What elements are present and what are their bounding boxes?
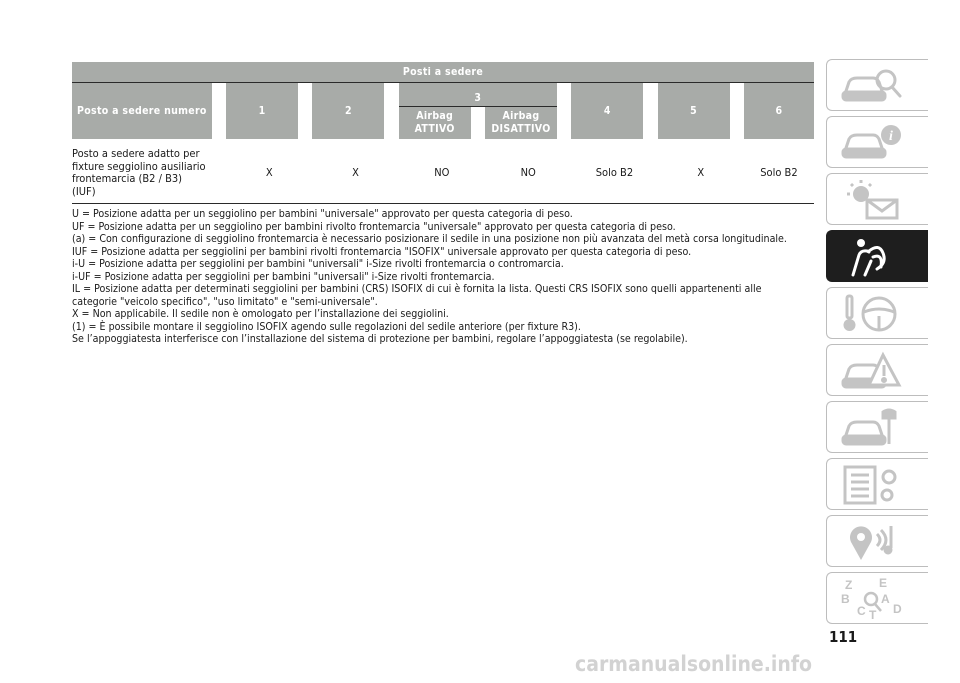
note-line: i-UF = Posizione adatta per seggiolini per bambini "universali" i-Size rivolti frontemarcia. — [72, 270, 495, 283]
airbag-inactive-label: Airbag DISATTIVO — [491, 109, 551, 135]
row-label-text: Posto a sedere adatto per fixture seggiolino ausiliario frontemarcia (B2 / B3) (IUF) — [72, 147, 206, 198]
column-gap — [643, 83, 657, 139]
column-gap — [557, 83, 571, 139]
car-emergency-warning-icon — [839, 349, 905, 393]
tab-safety[interactable] — [826, 230, 928, 282]
note-line: categorie "veicolo specifico", "uso limitato" e "semi-universale". — [72, 295, 378, 308]
cell-seat-3-airbag-inactive: NO — [485, 139, 571, 204]
tab-index[interactable] — [826, 572, 928, 624]
airbag-active-header — [399, 106, 471, 139]
multimedia-icon — [839, 520, 905, 564]
row-header: Posto a sedere numero — [72, 83, 212, 139]
seat-4-header: 4 — [571, 83, 643, 139]
seat-airbag-child-safety-icon — [839, 235, 905, 279]
cell-seat-1: X — [226, 139, 312, 204]
cell-seat-2: X — [312, 139, 398, 204]
index-letter: A — [881, 592, 890, 606]
note-line: (1) = È possibile montare il seggiolino ISOFIX agendo sulle regolazioni del sedile anteriore (per fixture R3). — [72, 320, 581, 333]
tab-starting-driving[interactable] — [826, 287, 928, 339]
tab-servicing-maintenance[interactable] — [826, 401, 928, 453]
index-letter: C — [857, 604, 866, 618]
note-line: i-U = Posizione adatta per seggiolini per bambini "universali" i-Size rivolti frontemarcia o contromarcia. — [72, 258, 564, 270]
note-line: X = Non applicabile. Il sedile non è omologato per l’installazione dei seggiolini. — [72, 308, 449, 320]
warning-lights-message-icon — [839, 178, 905, 222]
seat-5-header: 5 — [658, 83, 730, 139]
car-info-icon — [839, 121, 905, 165]
note-line: (a) = Con configurazione di seggiolino frontemarcia è necessario posizionare il sedile in una posizione non più avanzata del metà corsa longitudinale. — [72, 233, 787, 245]
seat-1-header: 1 — [226, 83, 298, 139]
note-line: Se l’appoggiatesta interferisce con l’installazione del sistema di protezione per bambini, regolare l’appoggiatesta (se regolabile). — [72, 333, 688, 345]
cell-seat-3-airbag-active: NO — [399, 139, 485, 204]
car-service-tools-icon — [839, 406, 905, 450]
seat-6-header: 6 — [744, 83, 814, 139]
tab-emergency[interactable] — [826, 344, 928, 396]
tab-getting-to-know-car[interactable] — [826, 59, 928, 111]
index-letter: E — [879, 577, 888, 590]
alphabetical-index-icon — [839, 577, 905, 621]
column-gap — [730, 83, 744, 139]
note-line: U = Posizione adatta per un seggiolino per bambini "universale" approvato per questa categoria di peso. — [72, 208, 573, 220]
seat-2-header: 2 — [312, 83, 384, 139]
column-gap — [212, 83, 226, 139]
tab-instrument-panel[interactable] — [826, 116, 928, 168]
technical-specs-icon — [839, 463, 905, 507]
cell-seat-6: Solo B2 — [744, 139, 814, 204]
column-gap — [471, 106, 485, 139]
chapter-sidebar — [826, 59, 928, 629]
note-line: UF = Posizione adatta per un seggiolino per bambini rivolto frontemarcia "universale" approvato per questa categoria di peso. — [72, 220, 676, 233]
cell-seat-5: X — [658, 139, 744, 204]
table-notes — [72, 208, 814, 346]
index-letter: T — [869, 608, 877, 621]
page-number: 111 — [829, 628, 858, 646]
car-dashboard-search-icon — [839, 64, 905, 108]
watermark: carmanualsonline.info — [575, 652, 813, 676]
note-line: IUF = Posizione adatta per seggiolini per bambini rivolti frontemarcia "ISOFIX" universale approvato per questa categoria di peso. — [72, 245, 692, 258]
super-header: Posti a sedere — [72, 62, 814, 83]
index-letter: B — [841, 592, 850, 606]
tab-multimedia[interactable] — [826, 515, 928, 567]
main-content — [72, 62, 814, 346]
airbag-active-label: Airbag ATTIVO — [414, 109, 455, 135]
seat-3-header: 3 — [399, 83, 557, 106]
svg-text:i: i — [889, 129, 893, 144]
column-gap — [298, 83, 312, 139]
key-steering-wheel-icon — [839, 292, 905, 336]
index-letter: Z — [845, 578, 853, 592]
tab-technical-specifications[interactable] — [826, 458, 928, 510]
column-gap — [384, 83, 398, 139]
cell-seat-4: Solo B2 — [571, 139, 657, 204]
airbag-inactive-header — [485, 106, 557, 139]
note-line: IL = Posizione adatta per determinati seggiolini per bambini (CRS) ISOFIX di cui è fornita la lista. Questi CRS ISOFIX sono quelli appartenenti alle — [72, 283, 762, 295]
tab-warning-lights[interactable] — [826, 173, 928, 225]
child-seat-table — [72, 62, 814, 204]
index-letter: D — [893, 602, 902, 616]
row-label — [72, 139, 226, 204]
